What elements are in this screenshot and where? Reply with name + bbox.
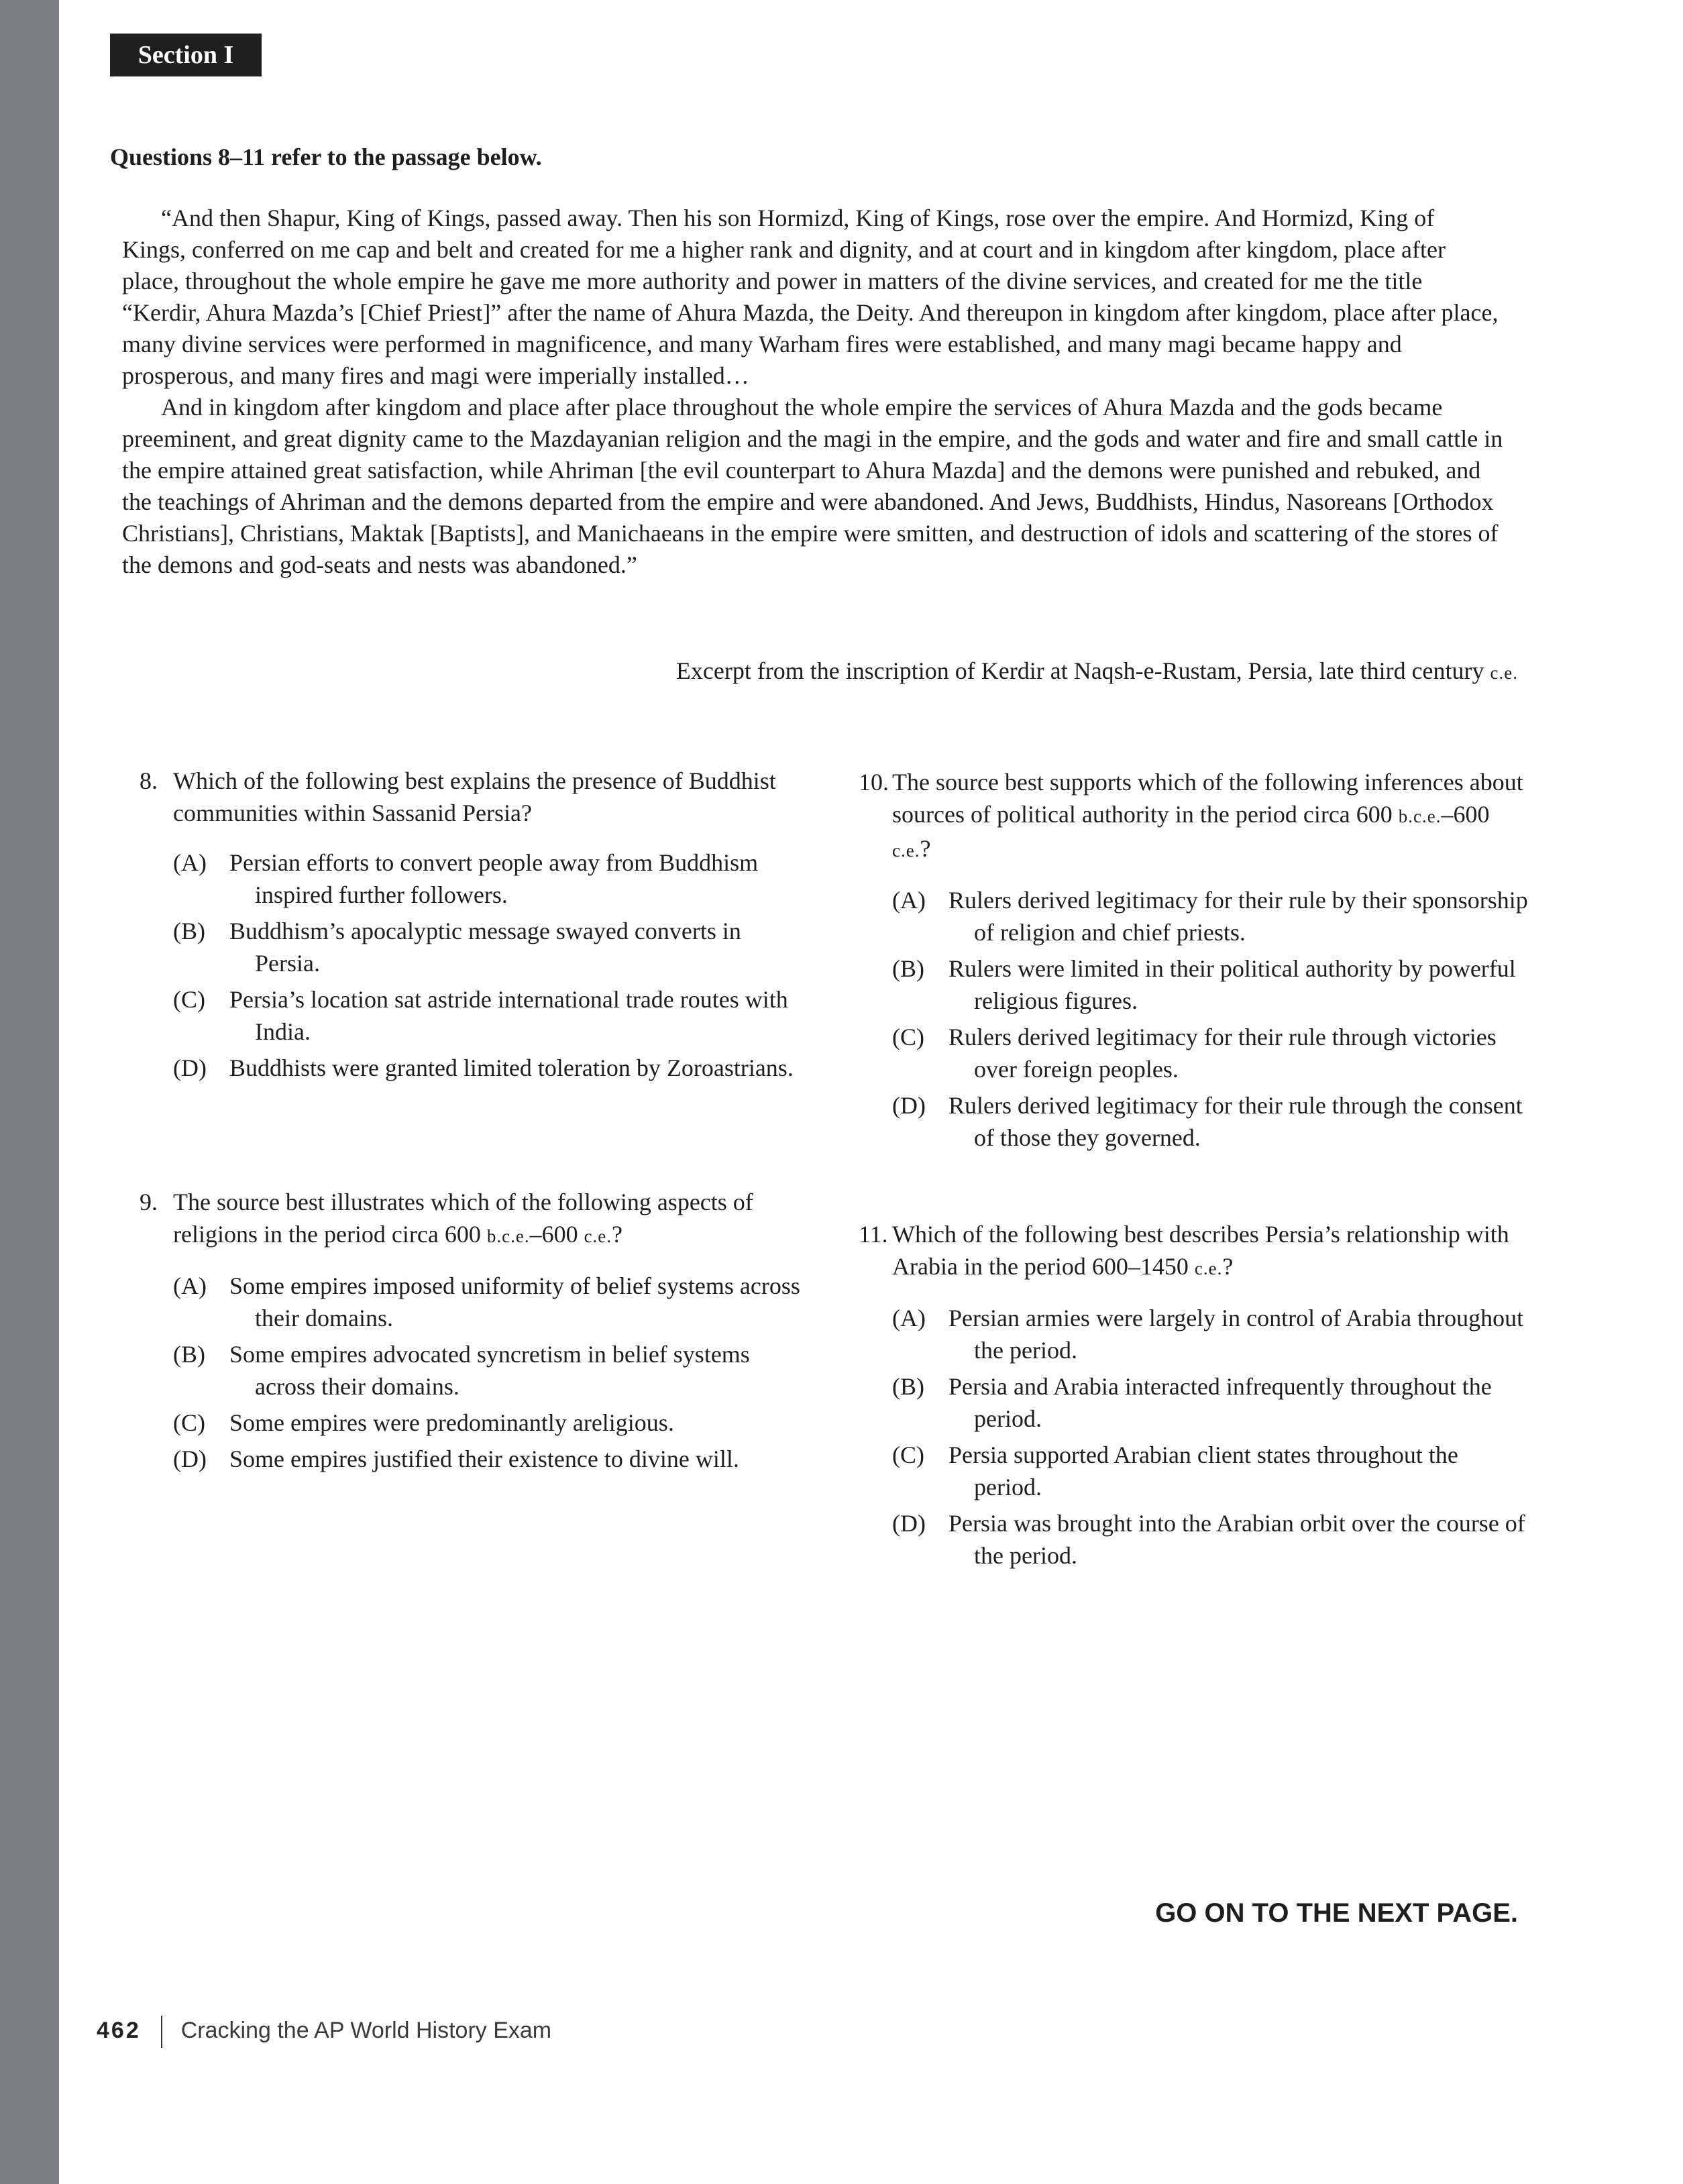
question-number: 10. — [859, 769, 889, 796]
answer-options — [859, 1302, 1529, 1572]
passage-paragraph-1: “And then Shapur, King of Kings, passed away. Then his son Hormizd, King of Kings, rose over the empire. And Hormizd, King of Kings, conferred on me cap and belt and created for me a higher rank and dignity, and at court and in kingdom after kingdom, place after place, throughout the whole empire he gave me more authority and power in matters of the divine services, and created for me the title “Kerdir, Ahura Mazda’s [Chief Priest]” after the name of Ahura Mazda, the Deity. And thereupon in kingdom after kingdom, place after place, many divine services were performed in magnificence, and many Warham fires were established, and many magi became happy and prosperous, and many fires and magi were imperially installed… — [122, 205, 1499, 389]
answer-options — [859, 884, 1529, 1154]
era-abbreviation: b.c.e. — [486, 1226, 530, 1246]
question-stem — [140, 1186, 810, 1252]
passage — [122, 203, 1504, 581]
question-stem — [859, 1218, 1529, 1285]
era-abbreviation: b.c.e. — [1398, 806, 1442, 826]
answer-option-d[interactable] — [173, 1052, 810, 1084]
question-stem-text: Which of the following best explains the presence of Buddhist communities within Sassanid Persia? — [173, 767, 776, 826]
option-letter: (C) — [173, 986, 205, 1013]
option-letter: (C) — [892, 1441, 924, 1468]
question-number: 8. — [140, 767, 158, 794]
answer-option-c[interactable] — [173, 1407, 810, 1439]
era-abbreviation: c.e. — [892, 840, 920, 861]
option-text: Some empires justified their existence to divine will. — [229, 1445, 739, 1472]
option-letter: (C) — [173, 1409, 205, 1436]
answer-option-d[interactable] — [892, 1089, 1529, 1154]
footer-divider — [161, 2016, 162, 2048]
answer-option-a[interactable] — [173, 1270, 810, 1334]
question-stem-text: The source best supports which of the following inferences about sources of political authority in the period circa 600 — [892, 769, 1523, 828]
era-abbreviation: c.e. — [1194, 1258, 1223, 1278]
stem-end: ? — [612, 1221, 623, 1248]
option-letter: (A) — [173, 1272, 207, 1299]
option-letter: (B) — [892, 955, 924, 982]
era-abbreviation: c.e. — [584, 1226, 612, 1246]
answer-option-a[interactable] — [173, 847, 810, 911]
attribution-text: Excerpt from the inscription of Kerdir at Naqsh-e-Rustam, Persia, late third century — [675, 657, 1484, 684]
question-stem-text: The source best illustrates which of the following aspects of religions in the period circa 600 — [173, 1189, 753, 1248]
option-letter: (A) — [892, 1305, 926, 1331]
answer-options — [140, 847, 810, 1084]
option-text: Rulers derived legitimacy for their rule through the consent of those they governed. — [948, 1092, 1523, 1151]
answer-option-d[interactable] — [173, 1443, 810, 1475]
page-number: 462 — [97, 2018, 141, 2043]
option-text: Some empires imposed uniformity of belief systems across their domains. — [229, 1272, 800, 1331]
question-stem — [140, 765, 810, 829]
option-letter: (D) — [892, 1092, 926, 1119]
option-text: Persian efforts to convert people away from Buddhism inspired further followers. — [229, 849, 759, 908]
attribution-era: c.e. — [1490, 663, 1518, 683]
answer-option-d[interactable] — [892, 1507, 1529, 1572]
answer-option-a[interactable] — [892, 1302, 1529, 1366]
section-label: Section I — [138, 41, 234, 69]
option-text: Some empires were predominantly areligious. — [229, 1409, 674, 1436]
option-text: Persia’s location sat astride international trade routes with India. — [229, 986, 788, 1045]
option-letter: (A) — [892, 887, 926, 914]
question-11 — [859, 1218, 1529, 1576]
book-title: Cracking the AP World History Exam — [180, 2018, 552, 2043]
option-letter: (D) — [892, 1510, 926, 1537]
option-letter: (C) — [892, 1024, 924, 1050]
left-margin-band — [0, 0, 59, 2184]
answer-option-c[interactable] — [173, 983, 810, 1048]
question-8 — [140, 765, 810, 1088]
answer-option-c[interactable] — [892, 1439, 1529, 1503]
question-stem — [859, 766, 1529, 867]
question-number: 11. — [859, 1221, 888, 1248]
option-letter: (B) — [173, 1341, 205, 1368]
option-text: Persia supported Arabian client states throughout the period. — [948, 1441, 1458, 1500]
page-footer — [97, 2012, 551, 2049]
option-text: Buddhists were granted limited toleration by Zoroastrians. — [229, 1054, 794, 1081]
option-letter: (B) — [892, 1373, 924, 1400]
option-letter: (D) — [173, 1445, 207, 1472]
option-text: Persia was brought into the Arabian orbit over the course of the period. — [948, 1510, 1525, 1569]
question-stem-text: Which of the following best describes Persia’s relationship with Arabia in the period 600–1450 — [892, 1221, 1509, 1280]
passage-paragraph-2: And in kingdom after kingdom and place after place throughout the whole empire the services of Ahura Mazda and the gods became preeminent, and great dignity came to the Mazdayanian religion and the magi in the empire, and the gods and water and fire and small cattle in the empire attained great satisfaction, while Ahriman [the evil counterpart to Ahura Mazda] and the demons were punished and rebuked, and the teachings of Ahriman and the demons departed from the empire and were abandoned. And Jews, Buddhists, Hindus, Nasoreans [Orthodox Christians], Christians, Maktak [Baptists], and Manichaeans in the empire were smitten, and destruction of idols and scattering of the stores of the demons and god-seats and nests was abandoned.” — [122, 394, 1503, 578]
passage-attribution — [676, 655, 1518, 689]
answer-option-b[interactable] — [173, 1338, 810, 1403]
answer-options — [140, 1270, 810, 1475]
option-letter: (D) — [173, 1054, 207, 1081]
answer-option-a[interactable] — [892, 884, 1529, 948]
option-text: Rulers derived legitimacy for their rule through victories over foreign peoples. — [948, 1024, 1497, 1083]
question-9 — [140, 1186, 810, 1479]
stem-middle: –600 — [529, 1221, 578, 1248]
go-on-notice: GO ON TO THE NEXT PAGE. — [1155, 1898, 1518, 1928]
option-text: Some empires advocated syncretism in belief systems across their domains. — [229, 1341, 750, 1400]
option-text: Persian armies were largely in control of Arabia throughout the period. — [948, 1305, 1524, 1364]
option-text: Rulers were limited in their political authority by powerful religious figures. — [948, 955, 1516, 1014]
question-10 — [859, 766, 1529, 1158]
answer-option-b[interactable] — [892, 952, 1529, 1017]
answer-option-c[interactable] — [892, 1021, 1529, 1085]
option-letter: (B) — [173, 918, 205, 944]
answer-option-b[interactable] — [892, 1370, 1529, 1435]
stem-middle: –600 — [1441, 801, 1490, 828]
questions-instructions: Questions 8–11 refer to the passage below. — [110, 144, 542, 170]
answer-option-b[interactable] — [173, 915, 810, 979]
section-tab — [110, 34, 262, 76]
option-letter: (A) — [173, 849, 207, 876]
option-text: Persia and Arabia interacted infrequently throughout the period. — [948, 1373, 1492, 1432]
option-text: Buddhism’s apocalyptic message swayed converts in Persia. — [229, 918, 741, 977]
stem-end: ? — [920, 835, 931, 862]
stem-end: ? — [1222, 1253, 1234, 1280]
question-number: 9. — [140, 1189, 158, 1215]
option-text: Rulers derived legitimacy for their rule by their sponsorship of religion and chief priests. — [948, 887, 1528, 946]
